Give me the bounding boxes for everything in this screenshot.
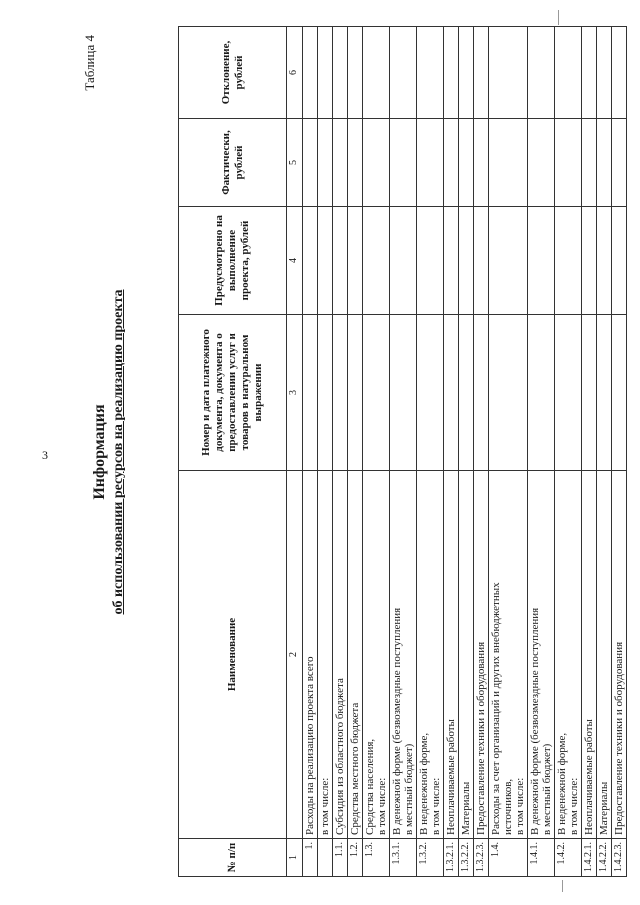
empty-cell bbox=[459, 315, 474, 471]
row-name bbox=[459, 471, 474, 839]
row-name bbox=[489, 471, 528, 839]
table-row bbox=[390, 27, 417, 877]
empty-cell bbox=[303, 207, 318, 315]
header-number: № п/п bbox=[179, 839, 287, 877]
table-row bbox=[528, 27, 555, 877]
row-name bbox=[444, 471, 459, 839]
table-row bbox=[444, 27, 459, 877]
empty-cell bbox=[333, 207, 348, 315]
empty-cell bbox=[390, 119, 417, 207]
empty-cell bbox=[555, 119, 582, 207]
row-name bbox=[555, 471, 582, 839]
row-number: 1.4.1. bbox=[528, 839, 555, 877]
row-name-line: В неденежной форме, bbox=[556, 732, 568, 835]
row-name bbox=[318, 471, 333, 839]
row-name-line: Предоставление техники и оборудования bbox=[613, 641, 625, 835]
empty-cell bbox=[417, 119, 444, 207]
row-name bbox=[597, 471, 612, 839]
empty-cell bbox=[597, 207, 612, 315]
empty-cell bbox=[390, 207, 417, 315]
empty-cell bbox=[459, 207, 474, 315]
empty-cell bbox=[555, 27, 582, 119]
row-name bbox=[303, 471, 318, 839]
row-name-line: Средства населения, bbox=[364, 738, 376, 835]
empty-cell bbox=[582, 207, 597, 315]
row-name-line: в местный бюджет) bbox=[541, 743, 553, 835]
empty-cell bbox=[348, 207, 363, 315]
row-name-line: Субсидия из областного бюджета bbox=[334, 678, 346, 835]
empty-cell bbox=[489, 27, 528, 119]
empty-cell bbox=[612, 315, 627, 471]
column-number: 3 bbox=[287, 315, 303, 471]
header-document: Номер и дата платежного документа, документа о предоставлении услуг и товаров в натуральном выражении bbox=[179, 315, 287, 471]
row-name bbox=[612, 471, 627, 839]
empty-cell bbox=[390, 315, 417, 471]
empty-cell bbox=[303, 27, 318, 119]
row-name bbox=[333, 471, 348, 839]
row-name-line: Предоставление техники и оборудования bbox=[475, 641, 487, 835]
row-name-line: Материалы bbox=[598, 781, 610, 835]
document-subtitle: об использовании ресурсов на реализацию проекта bbox=[111, 289, 126, 615]
row-number: 1.3.2.3. bbox=[474, 839, 489, 877]
empty-cell bbox=[582, 315, 597, 471]
row-name-line: в том числе: bbox=[319, 777, 331, 835]
empty-cell bbox=[528, 27, 555, 119]
empty-cell bbox=[612, 119, 627, 207]
column-number: 1 bbox=[287, 839, 303, 877]
empty-cell bbox=[333, 315, 348, 471]
row-name-line: В неденежной форме, bbox=[418, 732, 430, 835]
row-number: 1.4.2.1. bbox=[582, 839, 597, 877]
empty-cell bbox=[318, 27, 333, 119]
table-row bbox=[417, 27, 444, 877]
table-row bbox=[597, 27, 612, 877]
empty-cell bbox=[417, 315, 444, 471]
empty-cell bbox=[474, 119, 489, 207]
empty-cell bbox=[363, 315, 390, 471]
empty-cell bbox=[333, 27, 348, 119]
row-name-line: Расходы на реализацию проекта всего bbox=[304, 656, 316, 835]
empty-cell bbox=[444, 27, 459, 119]
table-row bbox=[474, 27, 489, 877]
row-number: 1.3. bbox=[363, 839, 390, 877]
empty-cell bbox=[582, 27, 597, 119]
row-name bbox=[417, 471, 444, 839]
empty-cell bbox=[555, 207, 582, 315]
empty-cell bbox=[582, 119, 597, 207]
header-name: Наименование bbox=[179, 471, 287, 839]
row-number: 1.1. bbox=[333, 839, 348, 877]
table-row bbox=[489, 27, 528, 877]
row-name-line: Неоплачиваемые работы bbox=[445, 719, 457, 835]
scan-edge-mark bbox=[562, 880, 563, 892]
empty-cell bbox=[390, 27, 417, 119]
empty-cell bbox=[363, 207, 390, 315]
row-name-line: в том числе: bbox=[430, 777, 442, 835]
table-row bbox=[582, 27, 597, 877]
landscape-content bbox=[80, 27, 625, 877]
table-row bbox=[318, 27, 333, 877]
row-number: 1.2. bbox=[348, 839, 363, 877]
row-number: 1.3.2.2. bbox=[459, 839, 474, 877]
empty-cell bbox=[303, 119, 318, 207]
row-name-line: в том числе: bbox=[514, 777, 526, 835]
table-row bbox=[348, 27, 363, 877]
empty-cell bbox=[597, 119, 612, 207]
row-name-line: В денежной форме (безвозмездные поступления bbox=[391, 607, 403, 835]
empty-cell bbox=[417, 207, 444, 315]
row-name-line: Материалы bbox=[460, 781, 472, 835]
row-number: 1.3.2.1. bbox=[444, 839, 459, 877]
empty-cell bbox=[318, 207, 333, 315]
table-label: Таблица 4 bbox=[82, 35, 97, 91]
empty-cell bbox=[474, 207, 489, 315]
empty-cell bbox=[444, 207, 459, 315]
row-name bbox=[390, 471, 417, 839]
column-number: 5 bbox=[287, 119, 303, 207]
empty-cell bbox=[474, 315, 489, 471]
row-name bbox=[474, 471, 489, 839]
row-name bbox=[582, 471, 597, 839]
empty-cell bbox=[348, 119, 363, 207]
empty-cell bbox=[528, 315, 555, 471]
row-number: 1.3.2. bbox=[417, 839, 444, 877]
row-number: 1.4.2.3. bbox=[612, 839, 627, 877]
row-name-line: источников, bbox=[502, 778, 514, 835]
empty-cell bbox=[528, 119, 555, 207]
row-number bbox=[318, 839, 333, 877]
empty-cell bbox=[474, 27, 489, 119]
resources-table bbox=[178, 26, 627, 877]
row-name-line: Расходы за счет организаций и других внебюджетных bbox=[490, 582, 502, 835]
row-name-line: в местный бюджет) bbox=[403, 743, 415, 835]
row-name-line: в том числе: bbox=[568, 777, 580, 835]
row-name-line: в том числе: bbox=[376, 777, 388, 835]
row-number: 1. bbox=[303, 839, 318, 877]
table-row bbox=[333, 27, 348, 877]
empty-cell bbox=[612, 27, 627, 119]
table-row bbox=[363, 27, 390, 877]
column-number: 2 bbox=[287, 471, 303, 839]
scan-edge-mark bbox=[558, 10, 559, 25]
row-name-line: Неоплачиваемые работы bbox=[583, 719, 595, 835]
empty-cell bbox=[348, 27, 363, 119]
page-number: 3 bbox=[42, 448, 48, 462]
empty-cell bbox=[489, 119, 528, 207]
row-number: 1.4. bbox=[489, 839, 528, 877]
empty-cell bbox=[444, 315, 459, 471]
header-deviation: Отклонение, рублей bbox=[179, 27, 287, 119]
row-number: 1.4.2. bbox=[555, 839, 582, 877]
empty-cell bbox=[597, 315, 612, 471]
empty-cell bbox=[459, 27, 474, 119]
empty-cell bbox=[417, 27, 444, 119]
empty-cell bbox=[318, 315, 333, 471]
empty-cell bbox=[597, 27, 612, 119]
row-name-line: Средства местного бюджета bbox=[349, 702, 361, 835]
empty-cell bbox=[612, 207, 627, 315]
header-actual: Фактически, рублей bbox=[179, 119, 287, 207]
column-numbers-row bbox=[287, 27, 303, 877]
row-name-line: В денежной форме (безвозмездные поступления bbox=[529, 607, 541, 835]
empty-cell bbox=[363, 27, 390, 119]
empty-cell bbox=[489, 315, 528, 471]
document-heading bbox=[90, 27, 128, 877]
empty-cell bbox=[459, 119, 474, 207]
table-row bbox=[303, 27, 318, 877]
row-number: 1.3.1. bbox=[390, 839, 417, 877]
row-number: 1.4.2.2. bbox=[597, 839, 612, 877]
column-number: 4 bbox=[287, 207, 303, 315]
row-name bbox=[348, 471, 363, 839]
table-row bbox=[459, 27, 474, 877]
empty-cell bbox=[318, 119, 333, 207]
empty-cell bbox=[333, 119, 348, 207]
row-name bbox=[528, 471, 555, 839]
table-row bbox=[555, 27, 582, 877]
header-planned: Предусмотрено на выполнение проекта, рублей bbox=[179, 207, 287, 315]
row-name bbox=[363, 471, 390, 839]
empty-cell bbox=[528, 207, 555, 315]
document-title: Информация bbox=[91, 404, 108, 500]
empty-cell bbox=[555, 315, 582, 471]
table-row bbox=[612, 27, 627, 877]
table-body bbox=[287, 27, 627, 877]
column-number: 6 bbox=[287, 27, 303, 119]
empty-cell bbox=[348, 315, 363, 471]
empty-cell bbox=[444, 119, 459, 207]
empty-cell bbox=[363, 119, 390, 207]
empty-cell bbox=[303, 315, 318, 471]
empty-cell bbox=[489, 207, 528, 315]
